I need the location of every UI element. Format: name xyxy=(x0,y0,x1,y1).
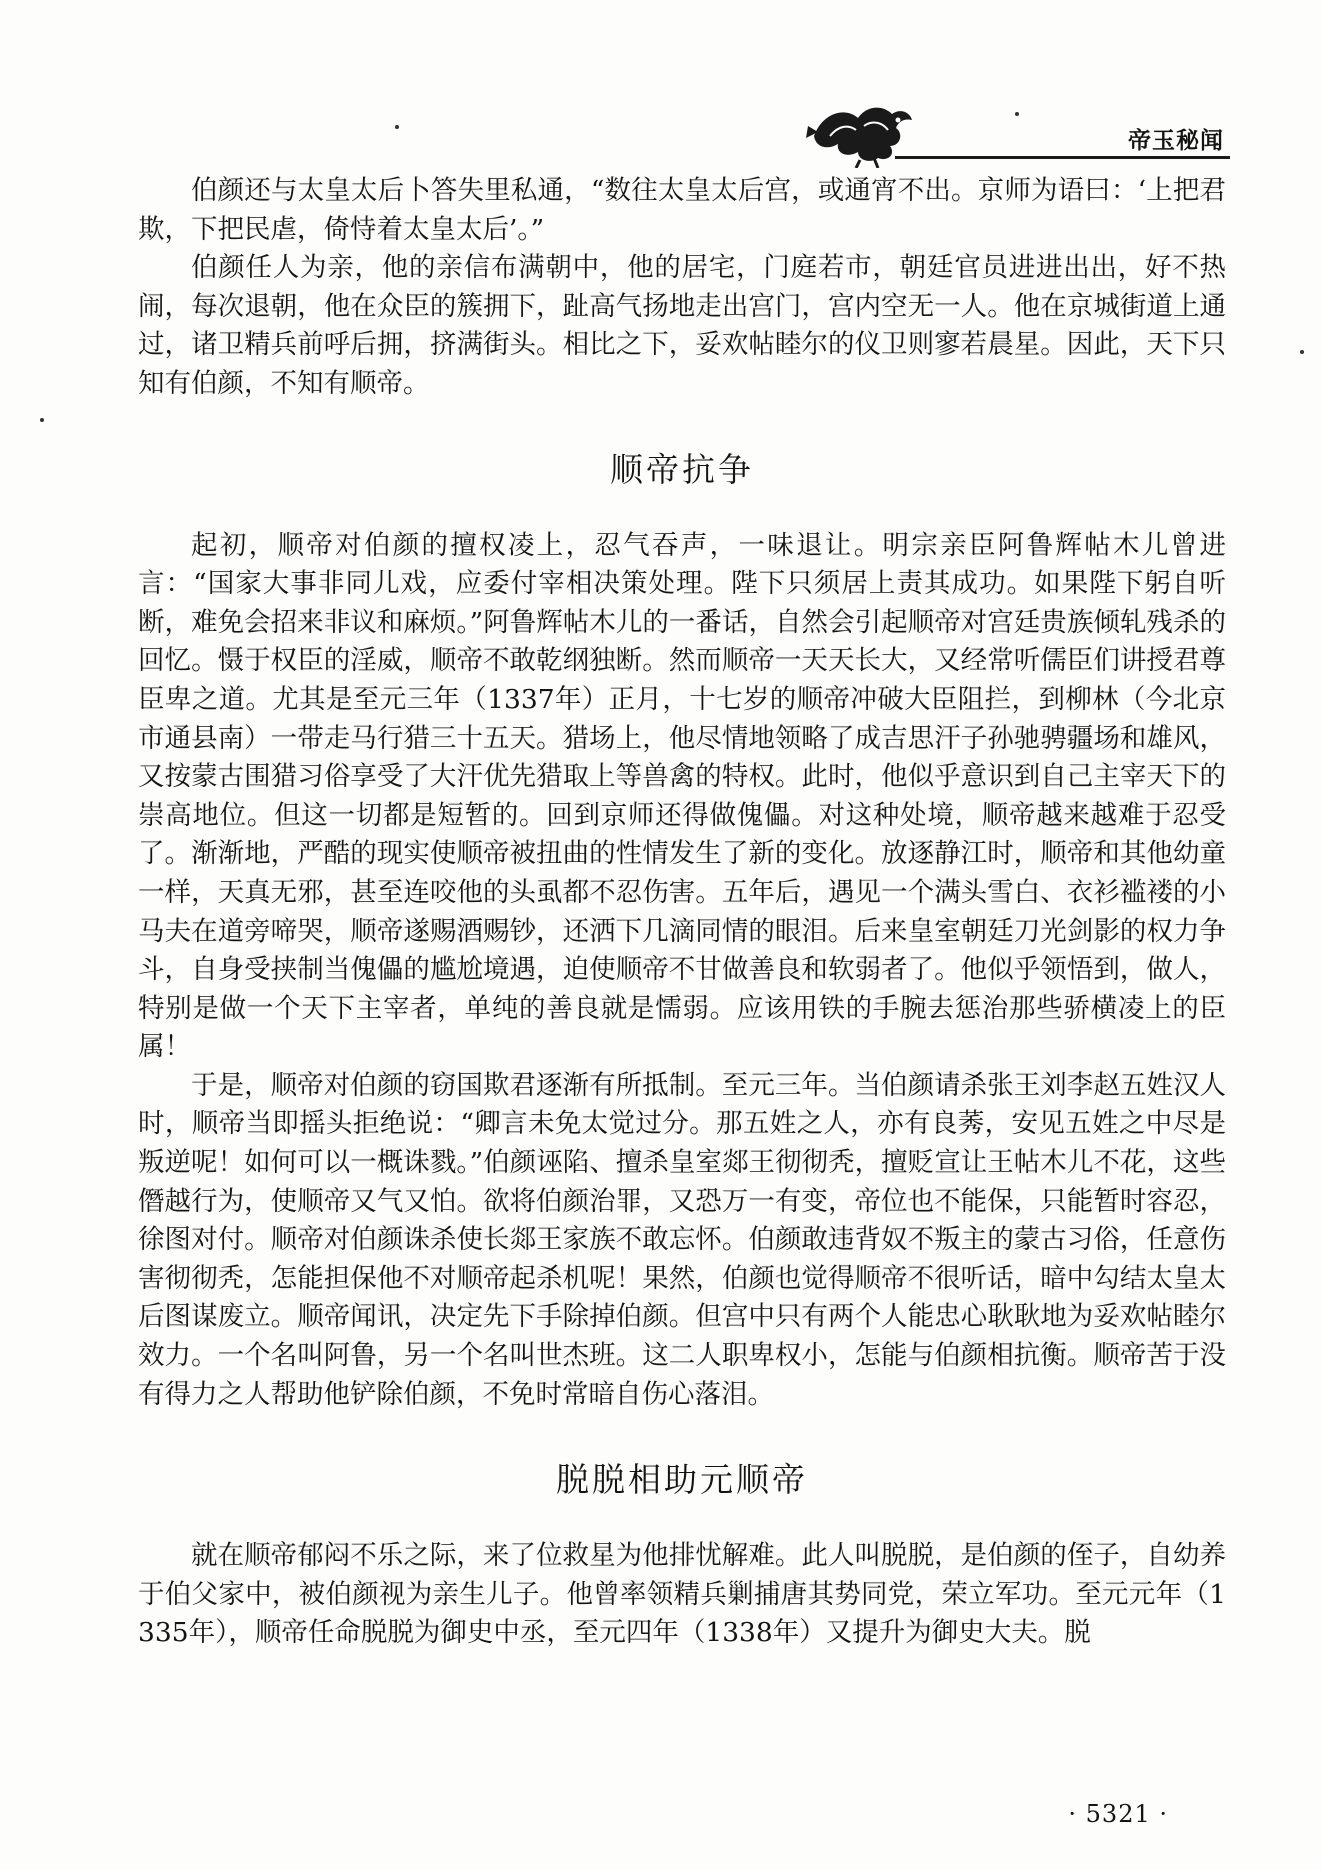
header-rule xyxy=(895,156,1230,159)
header-title: 帝玉秘闻 xyxy=(1128,128,1224,154)
scan-speck xyxy=(395,125,399,129)
paragraph: 就在顺帝郁闷不乐之际，来了位救星为他排忧解难。此人叫脱脱，是伯颜的侄子，自幼养于伯父家中，被伯颜视为亲生儿子。他曾率领精兵剿捕唐其势同党，荣立军功。至元元年（1335年），顺帝任命脱脱为御史中丞，至元四年（1338年）又提升为御史大夫。脱 xyxy=(138,1540,1226,1649)
scan-speck xyxy=(1300,350,1304,354)
page-number: · 5321 · xyxy=(1068,1800,1168,1828)
scan-speck xyxy=(1015,112,1019,116)
running-header xyxy=(800,88,1230,168)
paragraph: 伯颜还与太皇太后卜答失里私通，“数往太皇太后宫，或通宵不出。京师为语曰：‘上把君欺，下把民虐，倚恃着太皇太后’。” xyxy=(138,175,1226,245)
scan-speck xyxy=(40,418,44,422)
paragraph: 起初，顺帝对伯颜的擅权凌上，忍气吞声，一味退让。明宗亲臣阿鲁辉帖木儿曾进言：“国家大事非同儿戏，应委付宰相决策处理。陛下只须居上责其成功。如果陛下躬自听断，难免会招来非议和麻烦。”阿鲁辉帖木儿的一番话，自然会引起顺帝对宫廷贵族倾轧残杀的回忆。慑于权臣的淫威，顺帝不敢乾纲独断。然而顺帝一天天长大，又经常听儒臣们讲授君尊臣卑之道。尤其是至元三年（1337年）正月，十七岁的顺帝冲破大臣阻拦，到柳林（今北京市通县南）一带走马行猎三十五天。猎场上，他尽情地领略了成吉思汗子孙驰骋疆场和雄风，又按蒙古围猎习俗享受了大汗优先猎取上等兽禽的特权。此时，他似乎意识到自己主宰天下的崇高地位。但这一切都是短暂的。回到京师还得做傀儡。对这种处境，顺帝越来越难于忍受了。渐渐地，严酷的现实使顺帝被扭曲的性情发生了新的变化。放逐静江时，顺帝和其他幼童一样，天真无邪，甚至连咬他的头虱都不忍伤害。五年后，遇见一个满头雪白、衣衫褴褛的小马夫在道旁啼哭，顺帝遂赐酒赐钞，还洒下几滴同情的眼泪。后来皇室朝廷刀光剑影的权力争斗，自身受挟制当傀儡的尴尬境遇，迫使顺帝不甘做善良和软弱者了。他似乎领悟到，做人，特别是做一个天下主宰者，单纯的善良就是懦弱。应该用铁的手腕去惩治那些骄横凌上的臣属！ xyxy=(138,529,1226,1063)
section-heading: 顺帝抗争 xyxy=(610,449,754,489)
paragraph: 伯颜任人为亲，他的亲信布满朝中，他的居宅，门庭若市，朝廷官员进进出出，好不热闹，每次退朝，他在众臣的簇拥下，趾高气扬地走出宫门，宫内空无一人。他在京城街道上通过，诸卫精兵前呼后拥，挤满街头。相比之下，妥欢帖睦尔的仪卫则寥若晨星。因此，天下只知有伯颜，不知有顺帝。 xyxy=(138,252,1226,399)
paragraph: 于是，顺帝对伯颜的窃国欺君逐渐有所抵制。至元三年。当伯颜请杀张王刘李赵五姓汉人时，顺帝当即摇头拒绝说：“卿言未免太觉过分。那五姓之人，亦有良莠，安见五姓之中尽是叛逆呢！如何可以一概诛戮。”伯颜诬陷、擅杀皇室郯王彻彻秃，擅贬宣让王帖木儿不花，这些僭越行为，使顺帝又气又怕。欲将伯颜治罪，又恐万一有变，帝位也不能保，只能暂时容忍，徐图对付。顺帝对伯颜诛杀使长郯王家族不敢忘怀。伯颜敢违背奴不叛主的蒙古习俗，任意伤害彻彻秃，怎能担保他不对顺帝起杀机呢！果然，伯颜也觉得顺帝不很听话，暗中勾结太皇太后图谋废立。顺帝闻讯，决定先下手除掉伯颜。但宫中只有两个人能忠心耿耿地为妥欢帖睦尔效力。一个名叫阿鲁，另一个名叫世杰班。这二人职卑权小，怎能与伯颜相抗衡。顺帝苦于没有得力之人帮助他铲除伯颜，不免时常暗自伤心落泪。 xyxy=(138,1069,1226,1410)
page-body xyxy=(138,172,1226,1653)
section-heading: 脱脱相助元顺帝 xyxy=(556,1460,808,1500)
